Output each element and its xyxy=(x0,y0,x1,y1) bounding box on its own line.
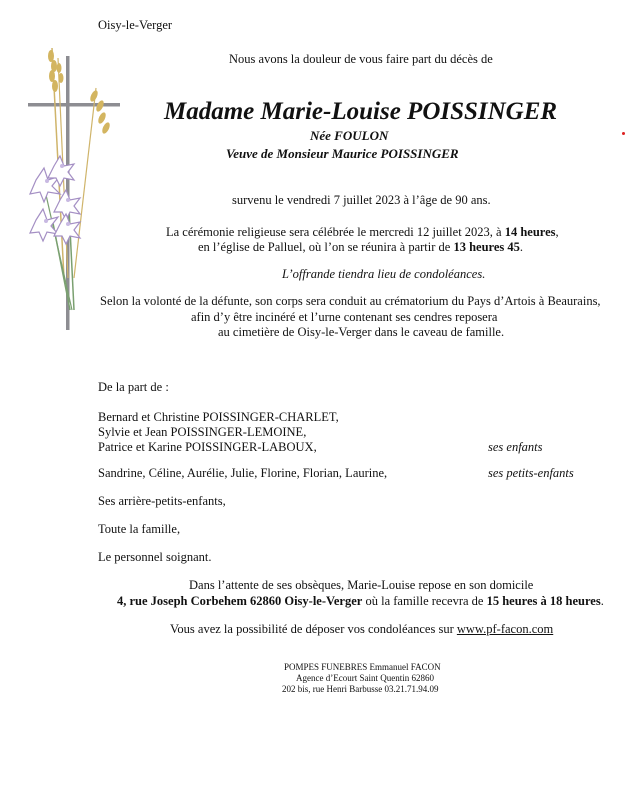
header-town: Oisy-le-Verger xyxy=(98,18,173,32)
maiden-name: Née FOULON xyxy=(310,128,389,143)
grandchildren: Sandrine, Céline, Aurélie, Julie, Florine, Florian, Laurine, xyxy=(98,466,388,480)
whole-family: Toute la famille, xyxy=(98,522,181,536)
child-1: Bernard et Christine POISSINGER-CHARLET, xyxy=(98,410,339,424)
visiting-hours: 15 heures à 18 heures xyxy=(486,594,601,608)
condolences-link[interactable]: www.pf-facon.com xyxy=(456,622,554,636)
ceremony-text-1: La cérémonie religieuse sera célébrée le mercredi 12 juillet 2023, à xyxy=(166,225,505,239)
ceremony-text-2: en l’église de Palluel, où l’on se réunira à partir de xyxy=(198,240,454,254)
cremation-line-2: afin d’y être incinéré et l’urne contenant ses cendres reposera xyxy=(191,310,498,324)
ceremony-line-2 xyxy=(198,240,523,255)
home-address: 4, rue Joseph Corbehem 62860 Oisy-le-Verger xyxy=(117,594,363,608)
funeral-home-address: 202 bis, rue Henri Barbusse 03.21.71.94.09 xyxy=(282,684,439,694)
child-3: Patrice et Karine POISSINGER-LABOUX, xyxy=(98,440,317,454)
condolences-line xyxy=(170,622,553,637)
rest-line-1: Dans l’attente de ses obsèques, Marie-Louise repose en son domicile xyxy=(189,578,534,592)
rest-text: où la famille recevra de xyxy=(362,594,487,608)
offering-note: L’offrande tiendra lieu de condoléances. xyxy=(282,267,486,281)
rest-punct: . xyxy=(600,594,604,608)
ceremony-time: 14 heures xyxy=(504,225,556,239)
death-date: survenu le vendredi 7 juillet 2023 à l’âge de 90 ans. xyxy=(232,193,491,207)
cremation-line-3: au cimetière de Oisy-le-Verger dans le caveau de famille. xyxy=(218,325,505,339)
gathering-time: 13 heures 45 xyxy=(453,240,520,254)
care-staff: Le personnel soignant. xyxy=(98,550,212,564)
ceremony-punct-1: , xyxy=(555,225,559,239)
from-label: De la part de : xyxy=(98,380,169,394)
condolences-text: Vous avez la possibilité de déposer vos condoléances sur xyxy=(170,622,457,636)
funeral-home-name: POMPES FUNEBRES Emmanuel FACON xyxy=(284,662,441,672)
widow-of: Veuve de Monsieur Maurice POISSINGER xyxy=(226,146,459,161)
ceremony-line-1 xyxy=(166,225,559,240)
deceased-name: Madame Marie-Louise POISSINGER xyxy=(164,98,558,125)
cremation-line-1: Selon la volonté de la défunte, son corps sera conduit au crématorium du Pays d’Artois à Beaurains, xyxy=(100,294,601,308)
red-mark xyxy=(622,132,625,135)
ceremony-punct-2: . xyxy=(519,240,524,254)
great-grandchildren: Ses arrière-petits-enfants, xyxy=(98,494,226,508)
funeral-home-agency: Agence d’Ecourt Saint Quentin 62860 xyxy=(296,673,434,683)
intro-text: Nous avons la douleur de vous faire part du décès de xyxy=(229,52,493,66)
grandchildren-label: ses petits-enfants xyxy=(488,466,574,480)
rest-line-2 xyxy=(117,594,604,609)
children-label: ses enfants xyxy=(488,440,543,454)
child-2: Sylvie et Jean POISSINGER-LEMOINE, xyxy=(98,425,307,439)
